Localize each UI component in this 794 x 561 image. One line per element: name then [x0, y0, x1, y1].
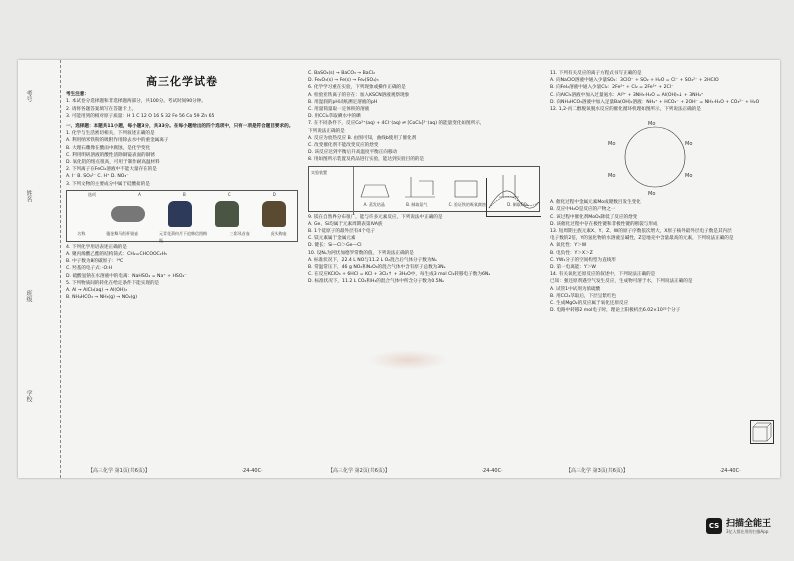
faint-stamp	[368, 350, 448, 370]
camscanner-watermark	[706, 516, 771, 535]
svg-text:Mo: Mo	[608, 173, 616, 180]
question-line: A. 利用纳米铁粉的吸附作用除去水中的重金属离子	[66, 138, 169, 144]
question-line: B. 大理石雕像在酸雨中腐蚀，是化学变化	[66, 145, 151, 151]
svg-text:Mo: Mo	[685, 173, 693, 180]
svg-text:Mo: Mo	[648, 191, 656, 198]
notice-line: 2. 请将各题答案填写在答题卡上。	[66, 106, 137, 112]
question-line: C. 在反应KClO₃ + 6HCl = KCl + 3Cl₂↑ + 3H₂O中，每生成3 mol Cl₂转移电子数为6Nₐ	[308, 272, 491, 278]
tricolor-pot-image	[215, 201, 239, 227]
artifact-caption: 三彩凤首壶	[229, 231, 250, 237]
question-line: D. 该反应达到平衡后升高温度平衡正向移动	[308, 150, 398, 156]
footer-left: 【高三化学 第1页(共6页)】	[88, 468, 150, 474]
page-footer	[566, 467, 741, 474]
artifact-table	[66, 190, 298, 242]
artifact-caption: 元青花萧何月下追韩信图梅瓶	[158, 231, 207, 244]
exam-sheet	[18, 60, 780, 478]
artifact-header: 选项	[88, 191, 97, 197]
footer-right: ·24-40C·	[241, 468, 263, 474]
question-line: C. 生成MgO₂的反应属于氧化还原反应	[550, 301, 629, 307]
camscanner-tagline: 3亿人都在用的扫描App	[726, 529, 769, 534]
question-line: B. 用CCl₄萃取后，下层呈紫红色	[550, 293, 617, 299]
question-line: 14. 有关氧化还原反应的叙述中，下列说法正确的是	[550, 272, 656, 278]
question-line: A. I⁻ B. SO₄²⁻ C. H⁺ D. NO₃⁻	[66, 174, 129, 180]
question-line: D. 用CCl₄萃取碘水中的碘	[308, 114, 361, 120]
binding-label: 考号	[25, 90, 32, 102]
footer-right: ·24-40C·	[719, 468, 741, 474]
question-line: 7. 在不同条件下，反应Co²⁺(aq) + 4Cl⁻(aq) ⇌ [CoCl₄]²⁻(aq) 的能量变化如图所示，	[308, 121, 485, 127]
question-line: D. 该催化过程中存在极性键和非极性键的断裂与形成	[550, 221, 658, 227]
question-line: C. 改变催化剂不能改变反应的焓变	[308, 143, 379, 149]
question-line: B. 电负性：Y＞X＞Z	[550, 250, 593, 256]
question-line: D. 硫酸氢钠在水溶液中的电离：NaHSO₄ = Na⁺ + HSO₄⁻	[66, 273, 187, 279]
silver-pot-image	[111, 206, 145, 222]
question-line: D. Fe₂O₃(s) → Fe(s) → Fe₂(SO₄)₃	[308, 78, 379, 84]
question-line: B. 1个硅原子的最外层有4个电子	[308, 229, 376, 235]
question-line: C. YW₂分子的空间构型为直线形	[550, 257, 616, 263]
question-line: 1. 化学与生活密切相关，下列叙述正确的是	[66, 131, 155, 137]
notice-line: 3. 可能用到的相对原子质量：H 1 C 12 O 16 S 32 Fe 56 Co 59 Zn 65	[66, 113, 215, 119]
svg-text:Mo: Mo	[648, 121, 656, 128]
question-line: C. 用量筒量取一定体积的溶液	[308, 107, 370, 113]
question-line: D. 向NH₄HCO₃溶液中加入足量Ba(OH)₂溶液：NH₄⁺ + HCO₃⁻ + 2OH⁻ = NH₃·H₂O + CO₃²⁻ + H₂O	[550, 99, 760, 105]
question-line: 8. 用如图所示装置及药品进行实验，能达到实验目的的是	[308, 157, 425, 163]
binding-margin	[18, 60, 61, 478]
question-line: A. 试管1中试剂为浓硫酸	[550, 286, 601, 292]
question-line: D. 电路中转移2 mol电子时，理论上阳极析出6.02×10²³个分子	[550, 308, 681, 314]
question-line: D. 标准状况下，11.2 L CO₂和H₂的混合气体中所含分子数为0.5Nₐ	[308, 279, 444, 285]
artifact-header: C	[227, 191, 231, 197]
footer-left: 【高三化学 第3页(共6页)】	[566, 468, 628, 474]
apparatus-header: 实验装置	[309, 167, 354, 215]
question-line: C. 羟基的电子式：·O:H	[66, 266, 112, 272]
question-line: A. 聚丙烯酸乙酯的结构简式：CH₂=CHCOOC₂H₅	[66, 252, 167, 258]
notice-heading: 考生注意：	[66, 92, 89, 98]
artifact-header: D	[272, 191, 276, 197]
apparatus-caption: A. 蒸发结晶	[363, 202, 385, 208]
question-line: 4. 下列化学用语表述正确的是	[66, 244, 127, 250]
artifact-header-row	[67, 191, 297, 198]
question-line: C. BaSO₄(s) → BaCO₃ → BaCl₂	[308, 71, 375, 76]
svg-text:Mo: Mo	[608, 141, 616, 148]
question-line: A. 标准状况下，22.4 L NO与11.2 L O₂混合后气体分子数为Nₐ	[308, 257, 437, 263]
question-line: C. 利用明矾溶液的酸性清除铜镜表面的铜锈	[66, 152, 155, 158]
apparatus-caption: D. 制取CO₂	[507, 202, 529, 208]
footer-right: ·24-40C·	[481, 468, 503, 474]
question-line: B. NH₄HCO₃ → NH₃(g) → NO₂(g)	[66, 295, 138, 301]
porcelain-vase-image	[168, 201, 192, 227]
question-line: 5. 下列物质间的转化在给定条件下能实现的是	[66, 280, 160, 286]
question-line: B. 向FeI₂溶液中通入少量Cl₂：2Fe²⁺ + Cl₂ = 2Fe³⁺ + 2Cl⁻	[550, 85, 674, 91]
svg-text:Mo: Mo	[685, 141, 693, 148]
crystal-cell-diagram	[750, 420, 774, 444]
page-footer	[88, 467, 263, 474]
artifact-images	[67, 198, 297, 230]
question-line: 9. 镁在自然界分布很广，能与许多元素反应，下列说法中正确的是	[308, 214, 443, 220]
question-line: 下列说法正确的是	[308, 128, 345, 134]
binding-label: 班级	[25, 290, 32, 302]
question-line: A. 向NaClO溶液中通入少量SO₂：3ClO⁻ + SO₂ + H₂O = Cl⁻ + SO₄²⁻ + 2HClO	[550, 78, 719, 84]
question-line: 13. 短周期主族元素X、Y、Z、W的原子序数依次增大，X原子核外最外层电子数是其内层	[550, 229, 732, 235]
question-line: 12. 1,2-丙二醇脱氧脱水反应的催化循环机理如图所示，下列说法正确的是	[550, 107, 701, 113]
question-line: 3. 下列文物的主要成分中属于硅酸盐的是	[66, 181, 150, 187]
artifact-header: A	[138, 191, 141, 197]
apparatus-caption: C. 验证铁的吸氧腐蚀	[448, 202, 486, 208]
page-column-1	[66, 70, 298, 301]
notice-line: 1. 本试卷分选择题和非选择题两部分，共100分。考试时间90分钟。	[66, 99, 206, 105]
question-line: A. Ge、Si均属于元素周期表第IVA族	[308, 221, 383, 227]
page-footer	[328, 467, 503, 474]
question-line: C. 镁元素属于金属元素	[308, 236, 356, 242]
catalytic-cycle-diagram	[590, 115, 720, 199]
artifact-caption: 虎头陶壶	[270, 231, 287, 237]
question-line: B. 中子数为8的碳原子：¹⁴C	[66, 259, 124, 265]
artifact-caption: 名称	[77, 231, 86, 237]
page-column-3	[550, 70, 776, 314]
apparatus-caption: B. 制取氨气	[406, 202, 428, 208]
section-heading: 一、选择题：本题共11小题，每小题3分，共33分。在每小题给出的四个选项中，只有一项是符合题目要求的。	[66, 124, 294, 130]
question-line: D. 键长：Si—Cl＞Ge—Cl	[308, 243, 362, 249]
question-line: B. 用湿润的pH试纸测定溶液的pH	[308, 99, 378, 105]
artifact-caption-row	[67, 230, 297, 244]
question-line: D. 氧化铝的熔点很高，可用于制作耐高温材料	[66, 160, 160, 166]
question-line: A. 催化过程中金属元素Mo成键数目发生变化	[550, 200, 641, 206]
question-line: B. 常温常压下，46 g NO₂和N₂O₄的混合气体中含有原子总数为3Nₐ	[308, 265, 446, 271]
camscanner-logo-icon: CS	[706, 518, 722, 534]
question-line: A. Al → AlCl₃(aq) → Al(OH)₃	[66, 288, 127, 294]
question-line: 10. 设Nₐ为阿伏加德罗常数的值，下列说法正确的是	[308, 250, 414, 256]
binding-label: 姓名	[25, 190, 32, 202]
question-line: D. 第一电离能：Y＞W	[550, 265, 596, 271]
question-line: C. 该过程中催化剂MoO₃降低了反应的焓变	[550, 214, 638, 220]
question-line: A. 检验亚铁离子的存在：加入KSCN溶液观察现象	[308, 92, 410, 98]
artifact-caption: 鎏金舞马衔杯银壶	[106, 231, 139, 237]
energy-graph	[486, 178, 541, 217]
question-line: 6. 化学学习重在实验，下列现象或操作正确的是	[308, 85, 406, 91]
binding-label: 学校	[25, 390, 32, 402]
page-column-2	[308, 70, 540, 286]
question-line: B. 反应中H₂O是反应的产物之一	[550, 207, 616, 213]
question-line: A. 反应为放热反应 B. 由图可知，曲线b使用了催化剂	[308, 135, 417, 141]
exam-title: 高三化学试卷	[146, 75, 218, 88]
footer-left: 【高三化学 第2页(共6页)】	[328, 468, 390, 474]
clay-pot-image	[262, 201, 286, 227]
artifact-header: B	[183, 191, 186, 197]
question-line: 已知：强还原剂遇空气发生反应，生成物可溶于水，下列说法正确的是	[550, 279, 693, 285]
question-line: C. 向AlCl₃溶液中加入过量氨水：Al³⁺ + 3NH₃·H₂O = Al(OH)₃↓ + 3NH₄⁺	[550, 92, 704, 98]
question-line: A. 氧化性：Y＞W	[550, 243, 587, 249]
question-line: 电子数的2倍，Y的氢化物的水溶液呈碱性，Z是地壳中含量最高的元素，下列说法正确的是	[550, 236, 734, 242]
camscanner-name: 扫描全能王	[726, 519, 772, 529]
question-line: 2. 下列离子在FeCl₂溶液中不能大量存在的是	[66, 167, 157, 173]
question-line: 11. 下列有关反应的离子方程式书写正确的是	[550, 71, 642, 76]
